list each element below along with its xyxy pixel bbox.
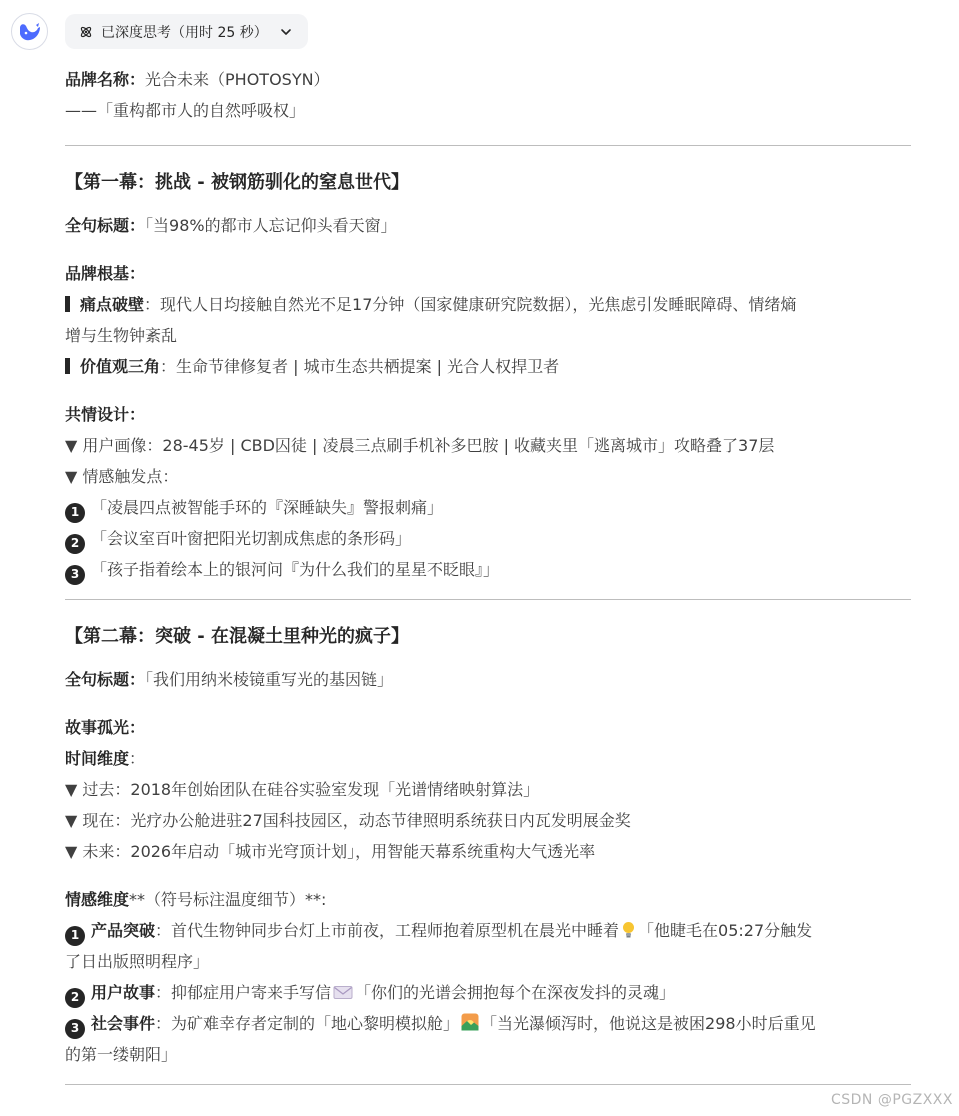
act1-foundation-label: 品牌根基： bbox=[65, 264, 146, 283]
time-label: 时间维度 bbox=[65, 749, 130, 768]
emotion-item bbox=[65, 915, 911, 977]
chevron-down-icon bbox=[280, 26, 292, 38]
act1-pain-point bbox=[65, 289, 911, 351]
lightbulb-icon bbox=[621, 921, 636, 938]
whale-logo-icon bbox=[17, 19, 43, 45]
timeline-item: ▼ 现在：光疗办公舱进驻27国科技园区，动态节律照明系统获日内瓦发明展金奖 bbox=[65, 811, 631, 830]
brand-name-value: 光合未来（PHOTOSYN） bbox=[145, 70, 330, 89]
pain-label: 痛点破壁 bbox=[80, 295, 145, 314]
item-text: 「当光瀑倾泻时，他说这是被困298小时后重见 bbox=[481, 1014, 816, 1033]
item-label: 社会事件 bbox=[91, 1014, 156, 1033]
message-content bbox=[65, 62, 911, 1085]
number-badge: 3 bbox=[65, 1019, 85, 1039]
emotion-item bbox=[65, 1008, 911, 1070]
item-text: 「他睫毛在05:27分触发 bbox=[638, 921, 813, 940]
brand-name-label: 品牌名称： bbox=[65, 70, 146, 89]
act1-values bbox=[65, 351, 911, 382]
values-text: ：生命节律修复者 | 城市生态共栖提案 | 光合人权捍卫者 bbox=[160, 357, 560, 376]
atom-icon bbox=[79, 25, 93, 39]
number-badge: 2 bbox=[65, 534, 85, 554]
deep-thinking-toggle[interactable] bbox=[65, 14, 308, 49]
act2-time-label bbox=[65, 743, 911, 774]
trigger-item bbox=[65, 523, 911, 554]
item-text: 「你们的光谱会拥抱每个在深夜发抖的灵魂」 bbox=[355, 983, 676, 1002]
number-badge: 2 bbox=[65, 988, 85, 1008]
emotion-label: 情感维度 bbox=[65, 890, 130, 909]
brand-slogan: ——「重构都市人的自然呼吸权」 bbox=[65, 101, 306, 120]
trigger-item bbox=[65, 554, 911, 585]
deep-thinking-label: 已深度思考（用时 25 秒） bbox=[101, 24, 268, 41]
number-badge: 1 bbox=[65, 503, 85, 523]
item-label: 产品突破 bbox=[91, 921, 156, 940]
divider bbox=[65, 599, 911, 600]
envelope-icon bbox=[333, 985, 353, 1000]
watermark: CSDN @PGZXXX bbox=[830, 1092, 953, 1108]
act2-full-title-label: 全句标题： bbox=[65, 670, 146, 689]
divider bbox=[65, 1084, 911, 1085]
values-label: 价值观三角 bbox=[80, 357, 161, 376]
trigger-text: 「会议室百叶窗把阳光切割成焦虑的条形码」 bbox=[91, 529, 412, 548]
act2-full-title bbox=[65, 664, 911, 695]
item-text: ：首代生物钟同步台灯上市前夜，工程师抱着原型机在晨光中睡着 bbox=[155, 921, 620, 940]
emotion-item bbox=[65, 977, 911, 1008]
timeline-item: ▼ 过去：2018年创始团队在硅谷实验室发现「光谱情绪映射算法」 bbox=[65, 780, 540, 799]
act2-full-title-value: 「我们用纳米棱镜重写光的基因链」 bbox=[145, 670, 394, 689]
item-text: 的第一缕朝阳」 bbox=[65, 1045, 178, 1064]
act1-full-title bbox=[65, 210, 911, 241]
trigger-text: 「孩子指着绘本上的银河问『为什么我们的星星不眨眼』」 bbox=[91, 560, 500, 579]
bullet-bar bbox=[65, 296, 70, 312]
timeline-item: ▼ 未来：2026年启动「城市光穹顶计划」，用智能天幕系统重构大气透光率 bbox=[65, 842, 596, 861]
item-label: 用户故事 bbox=[91, 983, 156, 1002]
item-text: 了日出版照明程序」 bbox=[65, 952, 210, 971]
trigger-text: 「凌晨四点被智能手环的『深睡缺失』警报刺痛」 bbox=[91, 498, 444, 517]
act1-full-title-value: 「当98%的都市人忘记仰头看天窗」 bbox=[145, 216, 397, 235]
act1-persona: ▼ 用户画像：28-45岁 | CBD囚徒 | 凌晨三点刷手机补多巴胺 | 收藏夹里「逃离城市」攻略叠了37层 bbox=[65, 436, 775, 455]
emotion-suffix: **（符号标注温度细节）**: bbox=[129, 890, 327, 909]
time-colon: ： bbox=[129, 749, 146, 768]
act1-empathy-label: 共情设计： bbox=[65, 405, 146, 424]
act1-full-title-label: 全句标题： bbox=[65, 216, 146, 235]
act2-emotion-label bbox=[65, 884, 911, 915]
brand-name-line bbox=[65, 64, 911, 95]
avatar bbox=[11, 13, 48, 50]
act2-story-label: 故事孤光： bbox=[65, 718, 146, 737]
item-text: ：为矿难幸存者定制的「地心黎明模拟舱」 bbox=[155, 1014, 460, 1033]
divider bbox=[65, 145, 911, 146]
bullet-bar bbox=[65, 358, 70, 374]
act2-title: 【第二幕：突破 - 在混凝土里种光的疯子】 bbox=[65, 626, 410, 647]
pain-text-2: 增与生物钟紊乱 bbox=[65, 326, 178, 345]
sunrise-icon bbox=[461, 1013, 479, 1031]
trigger-item bbox=[65, 492, 911, 523]
pain-text-1: ：现代人日均接触自然光不足17分钟（国家健康研究院数据），光焦虑引发睡眠障碍、情绪熵 bbox=[144, 295, 797, 314]
number-badge: 3 bbox=[65, 565, 85, 585]
number-badge: 1 bbox=[65, 926, 85, 946]
item-text: ：抑郁症用户寄来手写信 bbox=[155, 983, 332, 1002]
act1-title: 【第一幕：挑战 - 被钢筋驯化的窒息世代】 bbox=[65, 172, 410, 193]
act1-trigger-label: ▼ 情感触发点： bbox=[65, 467, 179, 486]
